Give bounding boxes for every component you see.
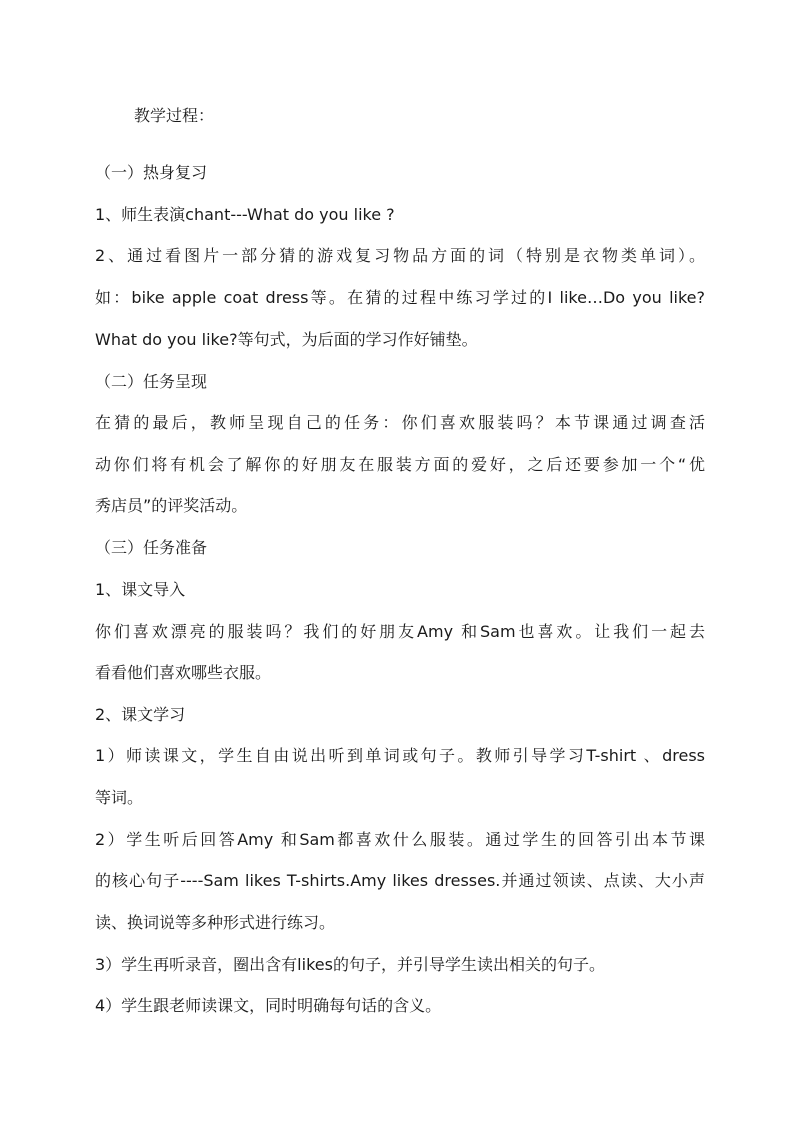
paragraph-line: 1、师生表演chant---What do you like ? — [95, 205, 395, 224]
paragraph-line: 如：bike apple coat dress等。在猜的过程中练习学过的I like…Do you like? — [95, 288, 705, 307]
paragraph-line: 4）学生跟老师读课文，同时明确每句话的含义。 — [95, 996, 442, 1015]
paragraph-line: 在猜的最后，教师呈现自己的任务：你们喜欢服装吗？本节课通过调查活 — [95, 413, 705, 432]
paragraph-line: 2）学生听后回答Amy 和Sam都喜欢什么服装。通过学生的回答引出本节课 — [95, 830, 705, 849]
paragraph-line: 读、换词说等多种形式进行练习。 — [95, 913, 336, 932]
heading-warmup-review: （一）热身复习 — [95, 163, 208, 182]
paragraph-line: 你们喜欢漂亮的服装吗？我们的好朋友Amy 和Sam也喜欢。让我们一起去 — [95, 622, 705, 641]
paragraph-line: 动你们将有机会了解你的好朋友在服装方面的爱好，之后还要参加一个“优 — [95, 455, 705, 474]
paragraph-line: What do you like?等句式，为后面的学习作好铺垫。 — [95, 330, 478, 349]
subheading-text-study: 2、课文学习 — [95, 705, 186, 724]
paragraph-line: 等词。 — [95, 788, 144, 807]
paragraph-line: 看看他们喜欢哪些衣服。 — [95, 663, 272, 682]
section-title-teaching-process: 教学过程： — [134, 106, 215, 125]
paragraph-line: 秀店员”的评奖活动。 — [95, 496, 248, 515]
paragraph-line: 2、通过看图片一部分猜的游戏复习物品方面的词（特别是衣物类单词）。 — [95, 246, 705, 265]
heading-task-preparation: （三）任务准备 — [95, 538, 208, 557]
paragraph-line: 的核心句子----Sam likes T-shirts.Amy likes dresses.并通过领读、点读、大小声 — [95, 871, 705, 890]
paragraph-line: 1）师读课文，学生自由说出听到单词或句子。教师引导学习T-shirt 、dress — [95, 746, 705, 765]
heading-task-presentation: （二）任务呈现 — [95, 372, 208, 391]
paragraph-line: 3）学生再听录音，圈出含有likes的句子，并引导学生读出相关的句子。 — [95, 955, 605, 974]
subheading-text-intro: 1、课文导入 — [95, 580, 186, 599]
